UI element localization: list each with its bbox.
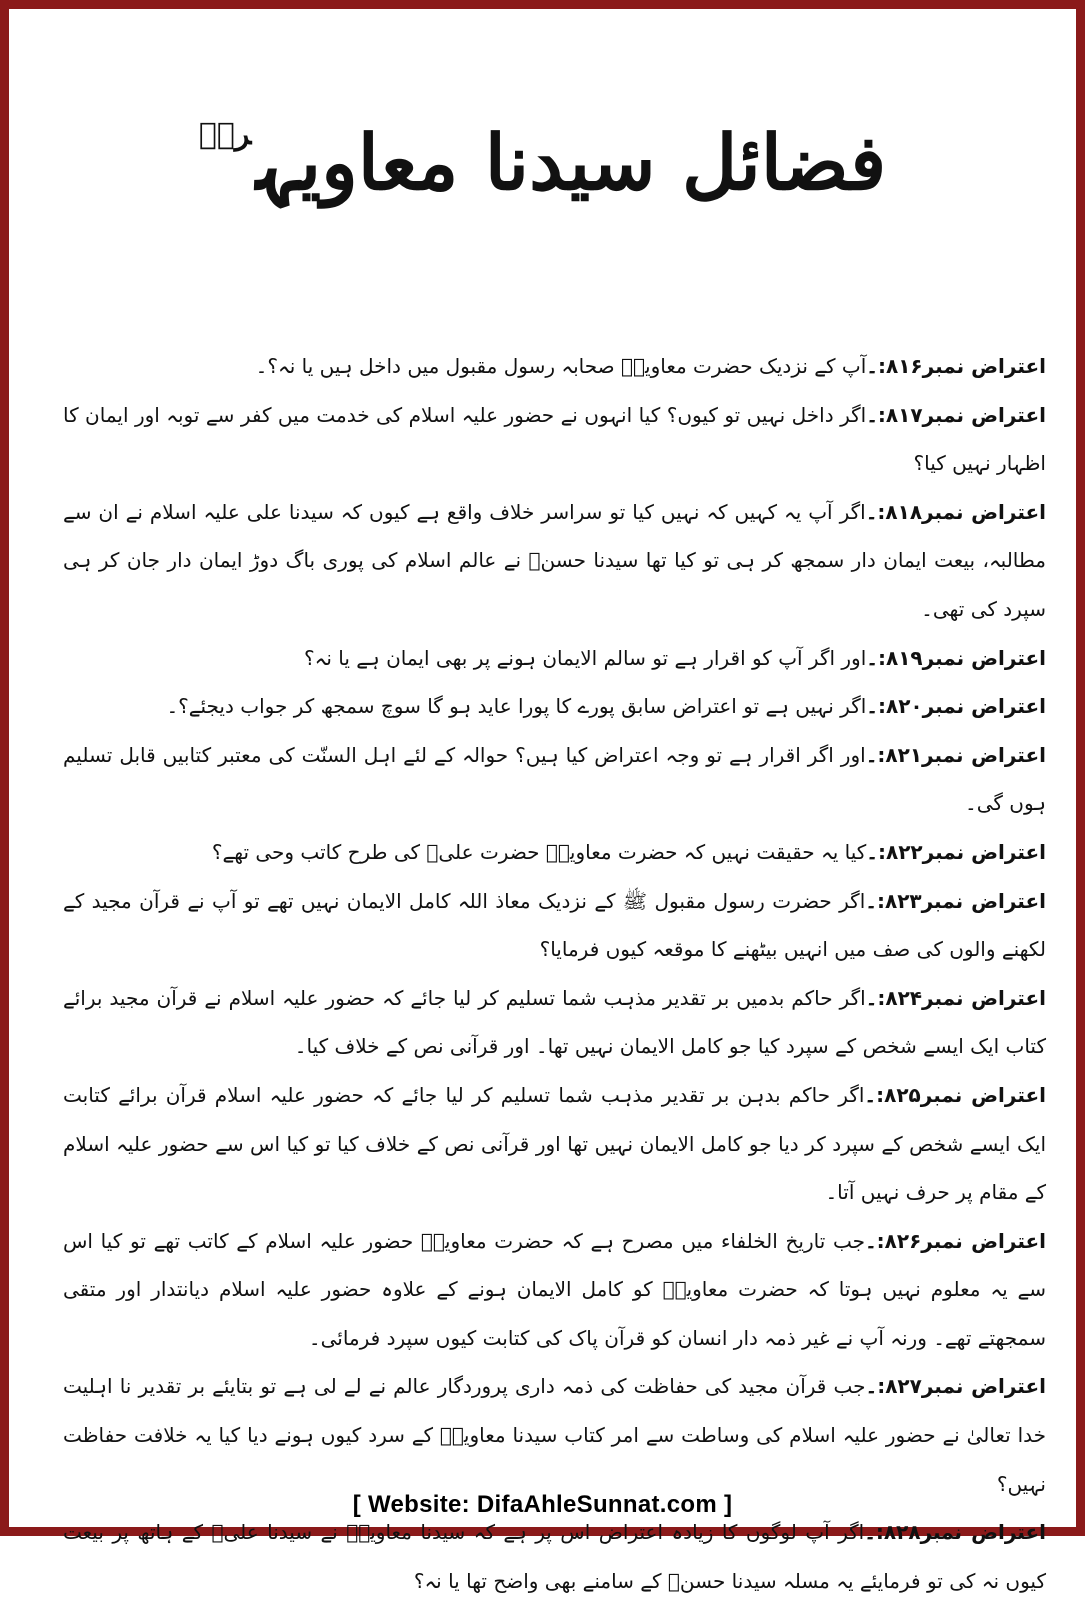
objection-label: اعتراض نمبر۸۲۰:۔: [866, 694, 1046, 719]
objection-label: اعتراض نمبر۸۲۷:۔: [865, 1374, 1046, 1399]
objection-item: [63, 828, 1046, 877]
objection-item: [63, 342, 1046, 391]
objection-text: اگر حاکم بدمیں بر تقدیر مذہب شما تسلیم کر لیا جائے کہ حضور علیہ اسلام نے قرآن مجید برائے کتاب ایک ایسے شخص کے سپرد کیا جو کامل الایمان نہیں تھا۔ اور قرآنی نص کے خلاف کیا۔: [63, 985, 1046, 1059]
objection-item: [63, 1362, 1046, 1508]
objection-label: اعتراض نمبر۸۲۲:۔: [866, 839, 1046, 864]
objection-text: اگر نہیں ہے تو اعتراض سابق پورے کا پورا عاید ہو گا سوچ سمجھ کر جواب دیجئے؟۔: [166, 694, 867, 719]
website-footer: [ Website: DifaAhleSunnat.com ]: [352, 1491, 733, 1518]
objection-item: [63, 391, 1046, 488]
objection-item: [63, 682, 1046, 731]
objection-text: اگر آپ یہ کہیں کہ نہیں کیا تو سراسر خلاف واقع ہے کیوں کہ سیدنا علی علیہ اسلام نے ان سے مطالبہ، بیعت ایمان دار سمجھ کر ہی تو کیا تھا سیدنا حسنؓ نے عالم اسلام کی پوری باگ دوڑ ایمان دار جان کر ہی سپرد کی تھی۔: [63, 499, 1046, 621]
objection-item: [63, 1217, 1046, 1363]
objection-label: اعتراض نمبر۸۲۶:۔: [864, 1228, 1046, 1253]
objection-label: اعتراض نمبر۸۲۴:۔: [865, 985, 1046, 1010]
objection-item: [63, 877, 1046, 974]
objection-item: [63, 488, 1046, 634]
objection-label: اعتراض نمبر۸۲۳:۔: [865, 888, 1046, 913]
page-title-text: فضائل سیدنا معاویہ: [255, 118, 887, 207]
objection-item: [63, 974, 1046, 1071]
objection-label: اعتراض نمبر۸۱۷:۔: [866, 402, 1046, 427]
objection-item: [63, 731, 1046, 828]
objection-item: [63, 1071, 1046, 1217]
objection-label: اعتراض نمبر۸۲۸:۔: [864, 1520, 1046, 1545]
objection-text: کیا یہ حقیقت نہیں کہ حضرت معاویہؓ حضرت علیؓ کی طرح کاتب وحی تھے؟: [211, 839, 867, 864]
objection-text: جب تاریخ الخلفاء میں مصرح ہے کہ حضرت معاویہؓ حضور علیہ اسلام کے کاتب تھے تو کیا اس سے یہ معلوم نہیں ہوتا کہ حضرت معاویہؓ کو کامل الایمان ہونے کے علاوہ حضور علیہ اسلام دیانتدار اور متقی سمجھتے تھے۔ ورنہ آپ نے غیر ذمہ دار انسان کو قرآن پاک کی کتابت کیوں سپرد فرمائی۔: [63, 1228, 1046, 1350]
objection-text: اگر حضرت رسول مقبول ﷺ کے نزدیک معاذ اللہ کامل الایمان نہیں تھے تو آپ نے قرآن مجید کے لکھنے والوں کی صف میں انہیں بیٹھنے کا موقعہ کیوں فرمایا؟: [63, 888, 1046, 962]
objection-text: اگر حاکم بدہن بر تقدیر مذہب شما تسلیم کر لیا جائے کہ حضور علیہ اسلام قرآن برائے کتابت ایک ایسے شخص کے سپرد کر دیا جو کامل الایمان نہیں تھا اور قرآنی نص کے خلاف کیا تو کیا اس سے حضور علیہ اسلام کے مقام پر حرف نہیں آتا۔: [63, 1082, 1046, 1205]
objection-label: اعتراض نمبر۸۱۶:۔: [866, 354, 1046, 378]
objection-label: اعتراض نمبر۸۲۵:۔: [864, 1082, 1046, 1107]
objection-text: اگر آپ لوگوں کا زیادہ اعتراض اس پر ہے کہ سیدنا معاویہؓ نے سیدنا علیؓ کے ہاتھ پر بیعت کیوں نہ کی تو فرمایئے یہ مسلہ سیدنا حسنؓ کے سامنے بھی واضح تھا یا نہ؟: [63, 1520, 1046, 1593]
page-title: [9, 117, 1076, 208]
objections-list: [63, 342, 1046, 1605]
objection-text: اگر داخل نہیں تو کیوں؟ کیا انہوں نے حضور علیہ اسلام کی خدمت میں کفر سے توبہ اور ایمان کا اظہار نہیں کیا؟: [63, 402, 1046, 476]
objection-text: جب قرآن مجید کی حفاظت کی ذمہ داری پروردگار عالم نے لے لی ہے تو بتایئے بر تقدیر نا اہلیت خدا تعالیٰ نے حضور علیہ اسلام کی وساطت سے امر کتاب سیدنا معاویہؓ کے سرد کیوں ہونے دیا کیا یہ خلافت حفاظت نہیں؟: [63, 1374, 1046, 1496]
objection-text: اور اگر اقرار ہے تو وجہ اعتراض کیا ہیں؟ حوالہ کے لئے اہل السنّت کی معتبر کتابیں قابل تسلیم ہوں گی۔: [63, 742, 1046, 816]
objection-label: اعتراض نمبر۸۲۱:۔: [865, 742, 1046, 767]
objection-item: [63, 634, 1046, 683]
objection-text: اور اگر آپ کو اقرار ہے تو سالم الایمان ہونے پر بھی ایمان ہے یا نہ؟: [304, 645, 867, 670]
title-honorific: رضؓ: [198, 117, 252, 152]
objection-item: [63, 1508, 1046, 1605]
objection-label: اعتراض نمبر۸۱۹:۔: [866, 645, 1046, 670]
objection-text: آپ کے نزدیک حضرت معاویہؓ صحابہ رسول مقبول میں داخل ہیں یا نہ؟۔: [255, 354, 867, 378]
objection-label: اعتراض نمبر۸۱۸:۔: [865, 499, 1046, 524]
